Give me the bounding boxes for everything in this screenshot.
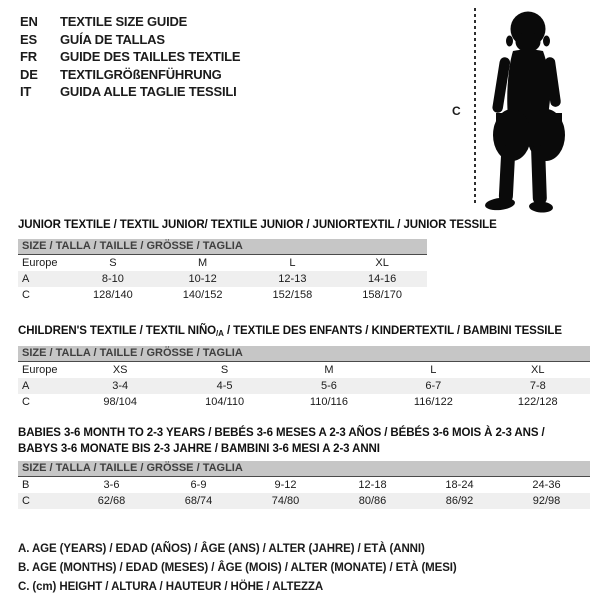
table-cell: 10-12	[158, 271, 248, 287]
table-row	[18, 378, 590, 394]
language-label: GUIDE DES TAILLES TEXTILE	[60, 49, 241, 65]
table-cell: 128/140	[92, 289, 133, 301]
table-cell: S	[109, 257, 117, 269]
table-cell: B	[22, 479, 30, 491]
table-cell: 92/98	[503, 493, 590, 509]
language-code: FR	[20, 49, 37, 65]
babies-size-table	[18, 461, 590, 509]
table-cell: C	[22, 396, 30, 408]
table-row	[18, 362, 590, 378]
table-cell: A	[18, 271, 68, 287]
language-row	[20, 83, 240, 101]
table-cell: 140/152	[182, 289, 223, 301]
table-cell: 62/68	[68, 493, 155, 509]
table-cell: 104/110	[205, 396, 245, 408]
section-title-babies	[18, 425, 545, 457]
table-cell: 122/128	[517, 396, 558, 408]
language-row	[20, 31, 240, 49]
table-cell: 110/116	[309, 396, 349, 408]
table-cell: Europe	[22, 364, 58, 376]
table-cell: 86/92	[416, 493, 503, 509]
language-label: GUÍA DE TALLAS	[60, 31, 165, 47]
table-cell: A	[18, 378, 68, 394]
legend	[18, 540, 457, 597]
table-cell: XS	[112, 364, 128, 376]
language-row	[20, 48, 240, 66]
language-code: ES	[20, 31, 37, 47]
table-cell: 12-18	[358, 479, 387, 491]
table-cell: 80/86	[329, 493, 416, 509]
height-measure-label: C	[452, 104, 461, 118]
language-label: GUIDA ALLE TAGLIE TESSILI	[60, 84, 237, 100]
table-cell: 9-12	[274, 479, 297, 491]
table-cell: 158/170	[362, 289, 402, 301]
table-cell: 116/122	[413, 396, 453, 408]
table-cell: 74/80	[242, 493, 329, 509]
section-title-junior	[18, 217, 497, 233]
section-title-text	[18, 323, 562, 342]
language-label: TEXTILE SIZE GUIDE	[60, 14, 188, 29]
table-cell: M	[324, 364, 334, 376]
table-cell: 4-5	[172, 378, 276, 394]
height-dashed-line	[474, 8, 476, 206]
title-subscript: /A	[216, 329, 224, 338]
table-cell: 8-10	[68, 271, 158, 287]
children-size-table	[18, 346, 590, 410]
table-cell: L	[289, 257, 296, 269]
section-title-text: BABYS 3-6 MONATE BIS 2-3 JAHRE / BAMBINI 3-6 MESI A 2-3 ANNI	[18, 443, 380, 455]
language-header	[20, 13, 240, 101]
legend-line-c: C. (cm) HEIGHT / ALTURA / HAUTEUR / HÖHE / ALTEZZA	[18, 581, 324, 593]
table-cell: 6-9	[190, 479, 207, 491]
table-cell: M	[198, 257, 208, 269]
table-cell: 14-16	[337, 271, 427, 287]
size-header-bar: SIZE / TALLA / TAILLE / GRÖSSE / TAGLIA	[18, 461, 590, 477]
language-row	[20, 66, 240, 84]
table-cell: 5-6	[277, 378, 381, 394]
table-cell: 152/158	[272, 289, 313, 301]
table-cell: S	[220, 364, 229, 376]
table-row	[18, 477, 590, 493]
table-row	[18, 493, 590, 509]
section-title-text: BABIES 3-6 MONTH TO 2-3 YEARS / BEBÉS 3-6 MESES A 2-3 AÑOS / BÉBÉS 3-6 MOIS À 2-3 ANS /	[18, 427, 545, 439]
table-cell: C	[18, 493, 68, 509]
language-code: DE	[20, 66, 38, 82]
table-cell: C	[22, 289, 30, 301]
section-title-text: JUNIOR TEXTILE / TEXTIL JUNIOR/ TEXTILE JUNIOR / JUNIORTEXTIL / JUNIOR TESSILE	[18, 219, 497, 231]
table-row	[18, 287, 427, 303]
size-header-bar: SIZE / TALLA / TAILLE / GRÖSSE / TAGLIA	[18, 239, 427, 255]
table-row	[18, 394, 590, 410]
junior-size-table	[18, 239, 427, 303]
table-row	[18, 271, 427, 287]
table-cell: 18-24	[445, 479, 474, 491]
section-title-children	[18, 323, 562, 342]
title-part: CHILDREN'S TEXTILE / TEXTIL NIÑO	[18, 325, 217, 337]
legend-line-a: A. AGE (YEARS) / EDAD (AÑOS) / ÂGE (ANS) / ALTER (JAHRE) / ETÀ (ANNI)	[18, 543, 425, 555]
table-cell: 3-6	[103, 479, 120, 491]
language-code: IT	[20, 84, 32, 100]
size-header-bar: SIZE / TALLA / TAILLE / GRÖSSE / TAGLIA	[18, 346, 590, 362]
table-cell: L	[430, 364, 437, 376]
table-row	[18, 255, 427, 271]
table-cell: 12-13	[248, 271, 338, 287]
table-cell: 24-36	[532, 479, 561, 491]
table-cell: 7-8	[486, 378, 590, 394]
table-cell: XL	[375, 257, 389, 269]
legend-line-b: B. AGE (MONTHS) / EDAD (MESES) / ÂGE (MOIS) / ALTER (MONATE) / ETÀ (MESI)	[18, 562, 457, 574]
language-code: EN	[20, 14, 38, 29]
language-row	[20, 13, 240, 31]
baby-silhouette	[484, 5, 576, 215]
table-cell: 98/104	[103, 396, 138, 408]
table-cell: 68/74	[155, 493, 242, 509]
table-cell: Europe	[22, 257, 58, 269]
title-part: / TEXTILE DES ENFANTS / KINDERTEXTIL / BAMBINI TESSILE	[223, 325, 562, 337]
language-label: TEXTILGRÖßENFÜHRUNG	[60, 66, 222, 82]
table-cell: 6-7	[381, 378, 485, 394]
table-cell: XL	[531, 364, 545, 376]
table-cell: 3-4	[68, 378, 172, 394]
